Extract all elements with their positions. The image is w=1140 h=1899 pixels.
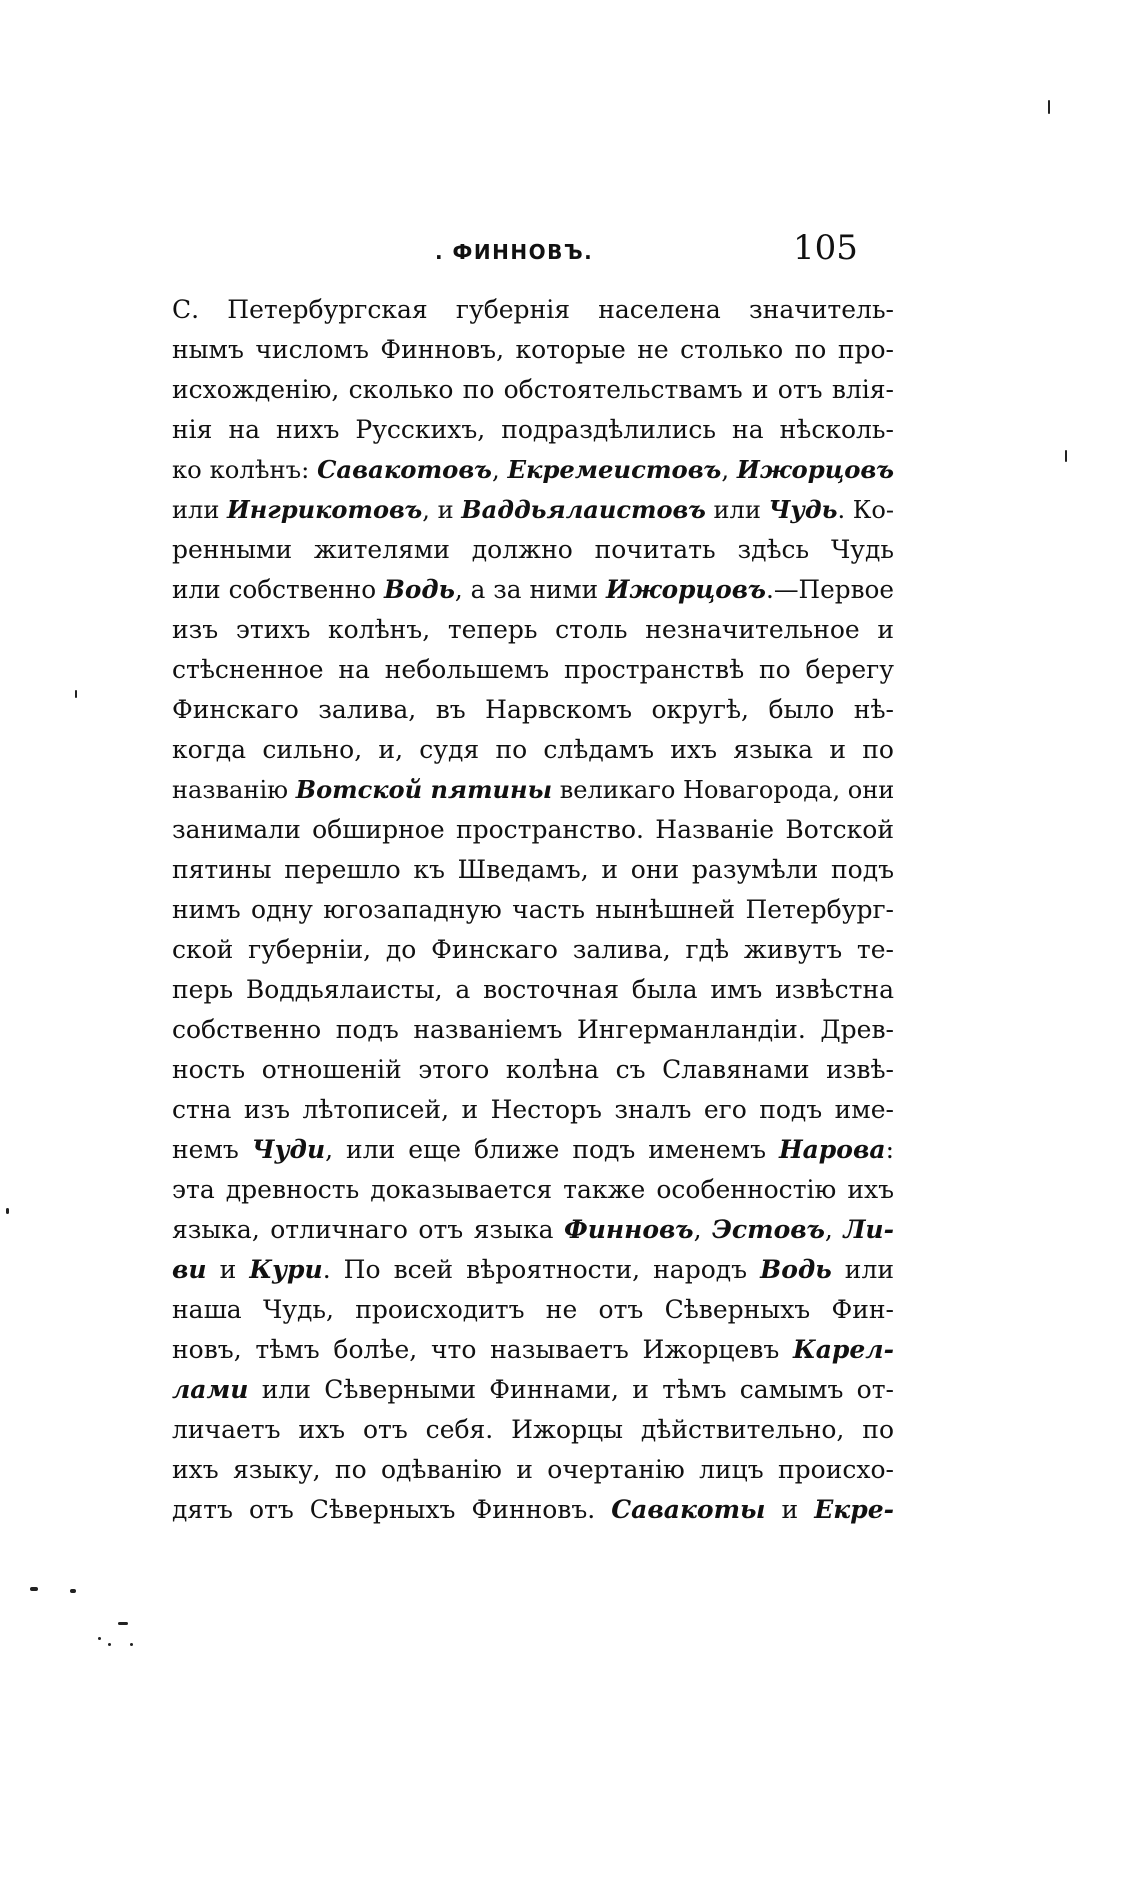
text-line	[172, 1250, 894, 1290]
text-line	[172, 330, 894, 370]
italic-term: Нарова	[778, 1135, 886, 1164]
text-line	[172, 370, 894, 410]
text-run: , или еще ближе подъ именемъ	[325, 1135, 779, 1164]
text-run: названію	[172, 776, 296, 804]
text-line	[172, 450, 894, 490]
text-run: ,	[824, 1215, 844, 1244]
page-number: 105	[793, 228, 858, 268]
italic-term: Екре-	[814, 1495, 894, 1524]
text-run: стѣсненное на небольшемъ пространствѣ по берегу	[172, 655, 894, 684]
text-line	[172, 1450, 894, 1490]
text-line	[172, 1050, 894, 1090]
text-line	[172, 810, 894, 850]
text-line	[172, 970, 894, 1010]
text-run: языка, отличнаго отъ языка	[172, 1215, 564, 1244]
italic-term: Савакотовъ	[317, 455, 492, 484]
italic-term: Водь	[384, 575, 455, 604]
text-line	[172, 1210, 894, 1250]
text-run: ,	[491, 455, 508, 484]
text-run: собственно подъ названіемъ Ингерманландіи. Древ-	[172, 1015, 894, 1044]
text-line	[172, 1130, 894, 1170]
text-run: перь Воддьялаисты, а восточная была имъ извѣстна	[172, 975, 894, 1004]
text-run: или Сѣверными Финнами, и тѣмъ самымъ от-	[248, 1375, 894, 1404]
text-line	[172, 1490, 894, 1530]
italic-term: Ижорцовъ	[736, 455, 894, 484]
text-run: нія на нихъ Русскихъ, подраздѣлились на нѣсколь-	[172, 415, 894, 444]
text-line	[172, 1330, 894, 1370]
scan-speck	[70, 1589, 76, 1593]
text-run: исхожденію, сколько по обстоятельствамъ и отъ влія-	[172, 375, 894, 404]
italic-term: Ингрикотовъ	[227, 495, 423, 524]
text-line	[172, 650, 894, 690]
text-run: ность отношеній этого колѣна съ Славянами извѣ-	[172, 1055, 894, 1084]
text-line	[172, 1170, 894, 1210]
text-run: ихъ языку, по одѣванію и очертанію лицъ происхо-	[172, 1455, 894, 1484]
text-run: ской губерніи, до Финскаго залива, гдѣ живутъ те-	[172, 935, 894, 964]
scan-speck	[98, 1637, 101, 1640]
italic-term: Финновъ	[563, 1215, 694, 1244]
scan-speck	[118, 1622, 128, 1625]
text-line	[172, 610, 894, 650]
text-run: и	[206, 1255, 250, 1284]
text-run: :	[885, 1135, 894, 1164]
italic-term: Екремеистовъ	[507, 455, 722, 484]
italic-term: ви	[172, 1255, 207, 1284]
text-line	[172, 490, 894, 530]
scan-speck	[108, 1643, 111, 1646]
text-line	[172, 570, 894, 610]
text-run: когда сильно, и, судя по слѣдамъ ихъ языка и по	[172, 735, 894, 764]
text-run: нимъ одну югозападную часть нынѣшней Петербург-	[172, 895, 894, 924]
text-run: ренными жителями должно почитать здѣсь Чудь	[172, 535, 894, 564]
text-run: личаетъ ихъ отъ себя. Ижорцы дѣйствительно, по	[172, 1415, 894, 1444]
text-run: Финскаго залива, въ Нарвскомъ округѣ, было нѣ-	[172, 695, 894, 724]
text-line	[172, 770, 894, 810]
running-title: . ФИННОВЪ.	[435, 240, 594, 264]
italic-term: Ижорцовъ	[606, 575, 766, 604]
italic-term: Водь	[760, 1255, 832, 1284]
text-run: .—Первое	[765, 575, 894, 604]
italic-term: Савакоты	[611, 1495, 766, 1524]
text-line	[172, 1290, 894, 1330]
text-run: новъ, тѣмъ болѣе, что называетъ Ижорцевъ	[172, 1335, 793, 1364]
italic-term: Эстовъ	[712, 1215, 825, 1244]
text-run: великаго Новагорода, они	[552, 776, 894, 804]
text-run: , и	[422, 496, 462, 524]
text-run: . По всей вѣроятности, народъ	[322, 1255, 761, 1284]
text-line	[172, 530, 894, 570]
text-run: дятъ отъ Сѣверныхъ Финновъ.	[172, 1495, 612, 1524]
text-run: ,	[721, 455, 737, 484]
italic-term: Вотской пятины	[295, 775, 553, 804]
text-run: немъ	[172, 1135, 252, 1164]
text-line	[172, 1010, 894, 1050]
text-run: С. Петербургская губернія населена значитель-	[172, 295, 894, 324]
italic-term: Карел-	[792, 1335, 894, 1364]
text-run: нымъ числомъ Финновъ, которые не столько по про-	[172, 335, 894, 364]
italic-term: Ваддьялаистовъ	[461, 495, 706, 524]
body-text	[172, 290, 894, 1530]
text-run: стна изъ лѣтописей, и Несторъ зналъ его подъ име-	[172, 1095, 894, 1124]
scan-speck	[6, 1208, 9, 1214]
text-line	[172, 930, 894, 970]
text-run: ,	[693, 1215, 713, 1244]
text-run: и	[765, 1495, 815, 1524]
text-line	[172, 1090, 894, 1130]
scan-speck	[75, 690, 77, 698]
text-run: пятины перешло къ Шведамъ, и они разумѣли подъ	[172, 855, 894, 884]
scan-speck	[30, 1587, 38, 1591]
text-run: или	[831, 1255, 894, 1284]
text-run: занимали обширное пространство. Названіе Вотской	[172, 815, 894, 844]
italic-term: лами	[172, 1375, 249, 1404]
text-line	[172, 850, 894, 890]
scan-speck	[130, 1643, 133, 1646]
italic-term: Ли-	[843, 1215, 894, 1244]
text-run: или	[172, 496, 228, 524]
text-line	[172, 1370, 894, 1410]
text-run: эта древность доказывается также особенностію ихъ	[172, 1175, 894, 1204]
italic-term: Кури	[249, 1255, 323, 1284]
scan-speck	[1065, 450, 1067, 462]
text-line	[172, 690, 894, 730]
text-run: или собственно	[172, 575, 384, 604]
text-run: . Ко-	[837, 496, 894, 524]
text-run: ко колѣнъ:	[172, 455, 318, 484]
italic-term: Чуди	[251, 1135, 326, 1164]
text-line	[172, 890, 894, 930]
scan-speck	[1048, 100, 1050, 114]
text-line	[172, 1410, 894, 1450]
italic-term: Чудь	[768, 495, 838, 524]
text-run: изъ этихъ колѣнъ, теперь столь незначительное и	[172, 615, 894, 644]
text-line	[172, 290, 894, 330]
text-run: или	[705, 496, 769, 524]
text-run: наша Чудь, происходитъ не отъ Сѣверныхъ Фин-	[172, 1295, 894, 1324]
text-line	[172, 730, 894, 770]
text-line	[172, 410, 894, 450]
text-run: , а за ними	[454, 575, 607, 604]
